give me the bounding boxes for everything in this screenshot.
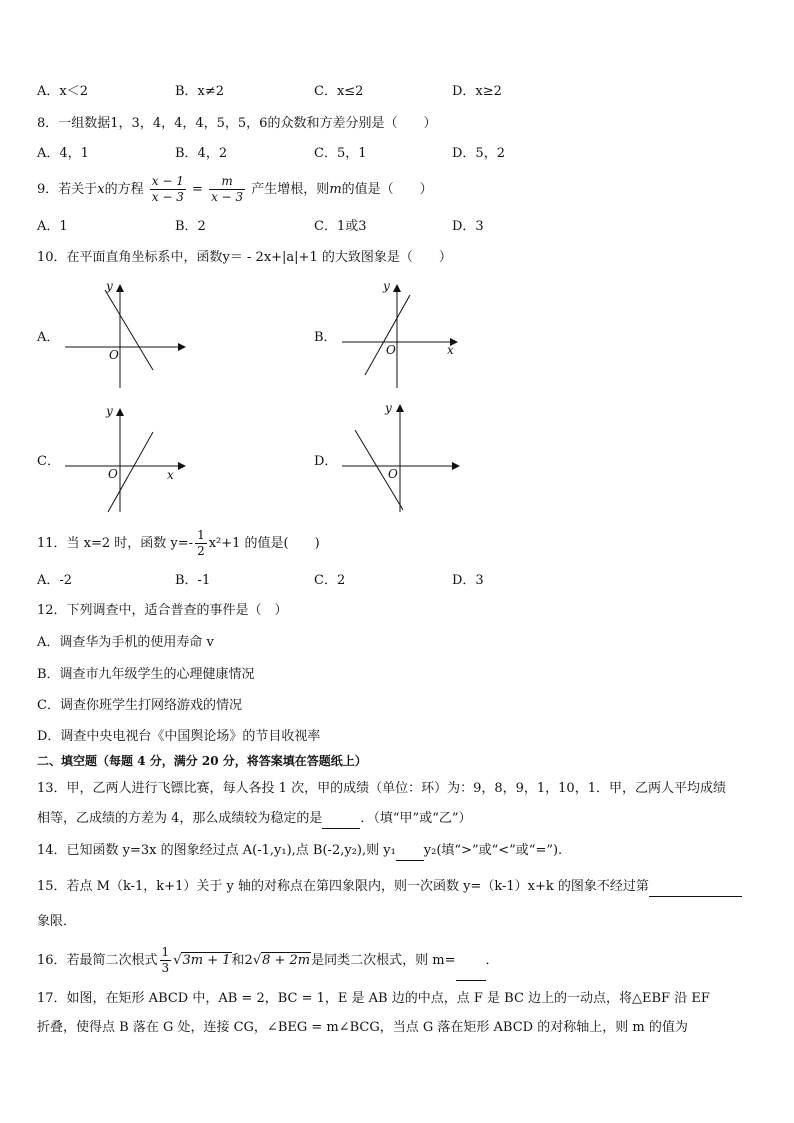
q13-answer-blank xyxy=(322,810,360,829)
q7-option-d: D．x≥2 xyxy=(452,84,502,99)
q17-line1: 17．如图，在矩形 ABCD 中，AB = 2，BC = 1，E 是 AB 边的中点，点 F 是 BC 边上的一动点，将△EBF 沿 EF xyxy=(37,991,710,1006)
svg-text:y: y xyxy=(385,401,392,415)
q10-graph-a xyxy=(60,280,190,390)
q16-stem: 16．若最简二次根式 $\frac{1}{3}$ √3m + 1和2√8 + 2m是同类二次根式，则 m= ． xyxy=(37,942,499,981)
radical-icon: √ xyxy=(252,953,262,968)
q10-stem: 10．在平面直角坐标系中，函数y＝ - 2x+|a|+1 的大致图象是（ ） xyxy=(37,250,452,265)
q12-option-c: C．调查你班学生打网络游戏的情况 xyxy=(37,698,242,713)
q16-fraction: $\frac{1}{3}$ xyxy=(161,945,170,975)
q11-option-c: C．2 xyxy=(314,573,346,588)
q9-option-a: A．1 xyxy=(37,219,68,234)
q9-option-d: D．3 xyxy=(452,219,484,234)
q13-line1: 13．甲，乙两人进行飞镖比赛，每人各投 1 次，甲的成绩（单位：环）为：9，8，9，1，10，1．甲，乙两人平均成绩 xyxy=(37,781,726,796)
q8-option-a: A．4，1 xyxy=(37,146,89,161)
q8-option-b: B．4，2 xyxy=(175,146,228,161)
q10-graph-d xyxy=(340,400,470,515)
q8-option-d: D．5，2 xyxy=(452,146,505,161)
q9-stem: 9．若关于x的方程 $\frac{x - 1}{x - 3}$ = $\frac{m}{x - 3}$ 产生增根，则m的值是（ ） xyxy=(37,174,433,204)
q14-stem: 14．已知函数 y=3x 的图象经过点 A(-1,y₁),点 B(-2,y₂),则 y₁ y₂(填“>”或“<”或“=”). xyxy=(37,842,562,861)
q15-line1: 15．若点 M（k-1，k+1）关于 y 轴的对称点在第四象限内，则一次函数 y=（k-1）x+k 的图象不经过第 xyxy=(37,878,742,897)
svg-text:x: x xyxy=(167,468,174,482)
q7-option-c: C．x≤2 xyxy=(314,84,364,99)
q11-stem: 11．当 x=2 时，函数 y=- $\frac{1}{2}$ x²+1 的值是( ) xyxy=(37,528,320,558)
q10-option-b: B． xyxy=(314,330,337,345)
q12-stem: 12．下列调查中，适合普查的事件是（ ） xyxy=(37,603,288,618)
svg-text:O: O xyxy=(108,467,118,481)
q7-option-a: A．x＜2 xyxy=(37,84,88,99)
svg-text:x: x xyxy=(447,343,454,357)
q9-fraction-right: $\frac{m}{x - 3}$ xyxy=(211,174,244,204)
q12-option-b: B．调查市九年级学生的心理健康情况 xyxy=(37,667,255,682)
q15-line2: 象限． xyxy=(37,914,77,929)
q12-option-a: A．调查华为手机的使用寿命 v xyxy=(37,635,214,650)
q7-option-b: B．x≠2 xyxy=(175,84,225,99)
q11-option-b: B．-1 xyxy=(175,573,211,588)
svg-text:y: y xyxy=(383,280,390,293)
q9-option-c: C．1或3 xyxy=(314,219,367,234)
svg-text:y: y xyxy=(106,280,113,293)
q14-answer-blank xyxy=(396,842,424,861)
q16-answer-blank xyxy=(456,942,486,981)
q12-option-d: D．调查中央电视台《中国舆论场》的节目收视率 xyxy=(37,729,321,744)
q10-option-d: D． xyxy=(314,454,338,469)
q10-graph-b xyxy=(340,280,470,390)
q15-answer-blank xyxy=(649,878,742,897)
svg-text:O: O xyxy=(388,467,398,481)
q10-option-a: A． xyxy=(37,330,60,345)
q10-graph-c xyxy=(60,400,190,515)
svg-text:O: O xyxy=(109,348,119,362)
svg-text:O: O xyxy=(386,343,396,357)
svg-text:y: y xyxy=(106,404,113,418)
q9-fraction-left: $\frac{x - 1}{x - 3}$ xyxy=(151,174,184,204)
q11-option-a: A．-2 xyxy=(37,573,73,588)
q11-fraction: $\frac{1}{2}$ xyxy=(197,528,205,558)
q17-line2: 折叠，使得点 B 落在 G 处，连接 CG，∠BEG = m∠BCG，当点 G 落在矩形 ABCD 的对称轴上，则 m 的值为 xyxy=(37,1020,688,1035)
section-heading-fill-in: 二、填空题（每题 4 分，满分 20 分，将答案填在答题纸上） xyxy=(37,754,367,768)
q11-option-d: D．3 xyxy=(452,573,484,588)
q8-stem: 8．一组数据1，3，4，4，4，5，5，6的众数和方差分别是（ ） xyxy=(37,116,437,131)
q9-option-b: B．2 xyxy=(175,219,206,234)
q10-option-c: C． xyxy=(37,454,60,469)
q8-option-c: C．5，1 xyxy=(314,146,367,161)
q13-line2: 相等，乙成绩的方差为 4，那么成绩较为稳定的是 ．（填“甲”或“乙”） xyxy=(37,810,472,829)
radical-icon: √ xyxy=(173,953,182,968)
